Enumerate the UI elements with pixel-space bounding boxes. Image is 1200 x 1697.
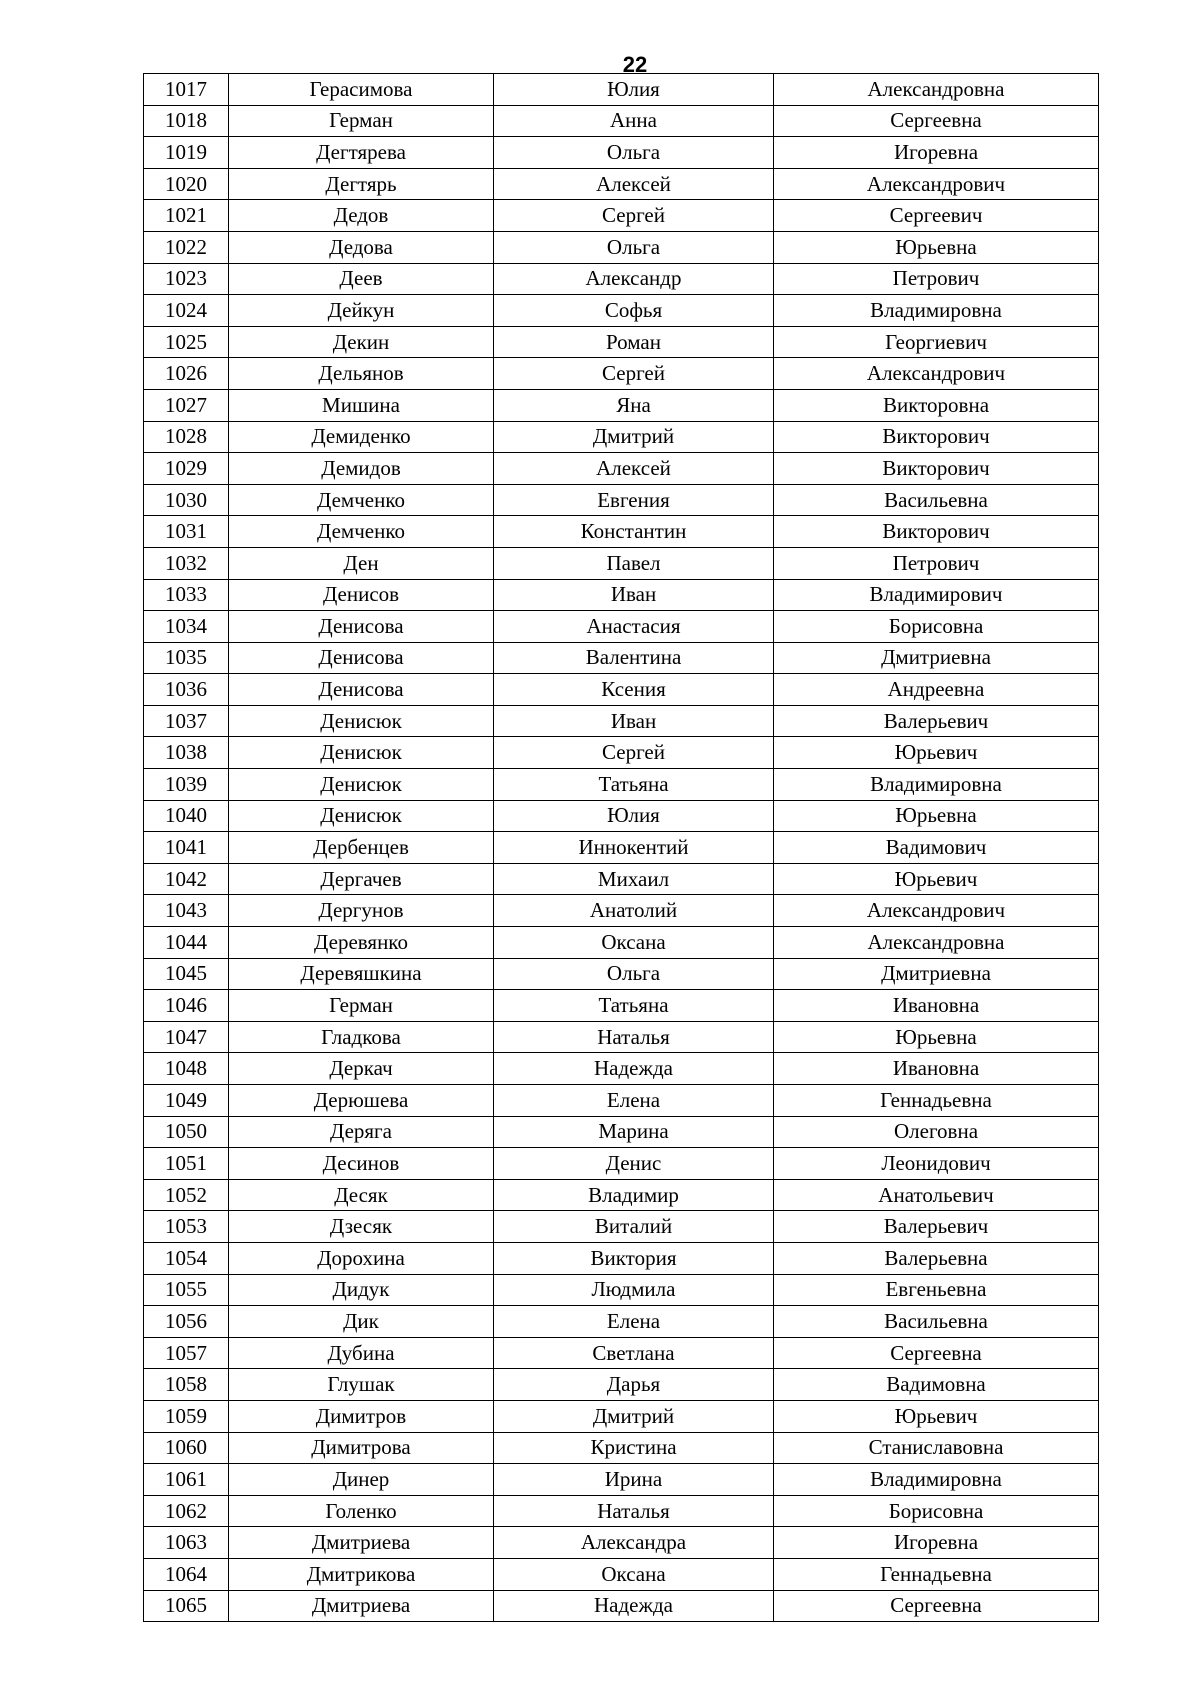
patronymic-cell: Васильевна xyxy=(774,484,1099,516)
row-number-cell: 1058 xyxy=(144,1369,229,1401)
first-name-cell: Виталий xyxy=(494,1211,774,1243)
table-row xyxy=(144,990,1099,1022)
patronymic-cell: Петрович xyxy=(774,547,1099,579)
roster-table xyxy=(143,73,1099,1622)
patronymic-cell: Владимирович xyxy=(774,579,1099,611)
table-row xyxy=(144,1274,1099,1306)
patronymic-cell: Леонидович xyxy=(774,1148,1099,1180)
row-number-cell: 1032 xyxy=(144,547,229,579)
table-row xyxy=(144,1021,1099,1053)
last-name-cell: Дерюшева xyxy=(229,1085,494,1117)
first-name-cell: Сергей xyxy=(494,737,774,769)
table-row xyxy=(144,1085,1099,1117)
first-name-cell: Анна xyxy=(494,105,774,137)
table-row xyxy=(144,737,1099,769)
patronymic-cell: Геннадьевна xyxy=(774,1558,1099,1590)
row-number-cell: 1021 xyxy=(144,200,229,232)
table-row xyxy=(144,1590,1099,1622)
first-name-cell: Ольга xyxy=(494,137,774,169)
table-row xyxy=(144,611,1099,643)
patronymic-cell: Владимировна xyxy=(774,295,1099,327)
table-row xyxy=(144,705,1099,737)
table-row xyxy=(144,1400,1099,1432)
table-row xyxy=(144,389,1099,421)
table-row xyxy=(144,1527,1099,1559)
table-row xyxy=(144,895,1099,927)
patronymic-cell: Валерьевна xyxy=(774,1242,1099,1274)
patronymic-cell: Станиславовна xyxy=(774,1432,1099,1464)
last-name-cell: Дидук xyxy=(229,1274,494,1306)
row-number-cell: 1040 xyxy=(144,800,229,832)
row-number-cell: 1052 xyxy=(144,1179,229,1211)
last-name-cell: Денисюк xyxy=(229,769,494,801)
last-name-cell: Десинов xyxy=(229,1148,494,1180)
first-name-cell: Дарья xyxy=(494,1369,774,1401)
last-name-cell: Дедова xyxy=(229,231,494,263)
patronymic-cell: Дмитриевна xyxy=(774,642,1099,674)
patronymic-cell: Анатольевич xyxy=(774,1179,1099,1211)
row-number-cell: 1060 xyxy=(144,1432,229,1464)
row-number-cell: 1051 xyxy=(144,1148,229,1180)
patronymic-cell: Георгиевич xyxy=(774,326,1099,358)
table-row xyxy=(144,1369,1099,1401)
last-name-cell: Денисюк xyxy=(229,705,494,737)
first-name-cell: Ирина xyxy=(494,1464,774,1496)
table-row xyxy=(144,105,1099,137)
row-number-cell: 1064 xyxy=(144,1558,229,1590)
first-name-cell: Ксения xyxy=(494,674,774,706)
first-name-cell: Сергей xyxy=(494,200,774,232)
patronymic-cell: Юрьевна xyxy=(774,800,1099,832)
first-name-cell: Валентина xyxy=(494,642,774,674)
table-row xyxy=(144,927,1099,959)
last-name-cell: Мишина xyxy=(229,389,494,421)
first-name-cell: Владимир xyxy=(494,1179,774,1211)
row-number-cell: 1034 xyxy=(144,611,229,643)
last-name-cell: Гладкова xyxy=(229,1021,494,1053)
patronymic-cell: Ивановна xyxy=(774,990,1099,1022)
patronymic-cell: Александрович xyxy=(774,168,1099,200)
patronymic-cell: Юрьевич xyxy=(774,737,1099,769)
last-name-cell: Ден xyxy=(229,547,494,579)
last-name-cell: Дик xyxy=(229,1306,494,1338)
patronymic-cell: Сергеевна xyxy=(774,105,1099,137)
last-name-cell: Глушак xyxy=(229,1369,494,1401)
last-name-cell: Демченко xyxy=(229,484,494,516)
row-number-cell: 1027 xyxy=(144,389,229,421)
row-number-cell: 1039 xyxy=(144,769,229,801)
page-number: 22 xyxy=(622,52,648,77)
patronymic-cell: Сергеевич xyxy=(774,200,1099,232)
table-row xyxy=(144,516,1099,548)
first-name-cell: Алексей xyxy=(494,168,774,200)
first-name-cell: Павел xyxy=(494,547,774,579)
table-row xyxy=(144,168,1099,200)
row-number-cell: 1049 xyxy=(144,1085,229,1117)
last-name-cell: Димитров xyxy=(229,1400,494,1432)
patronymic-cell: Вадимович xyxy=(774,832,1099,864)
last-name-cell: Демидов xyxy=(229,453,494,485)
row-number-cell: 1017 xyxy=(144,74,229,106)
last-name-cell: Дмитрикова xyxy=(229,1558,494,1590)
last-name-cell: Дейкун xyxy=(229,295,494,327)
patronymic-cell: Викторович xyxy=(774,421,1099,453)
first-name-cell: Юлия xyxy=(494,800,774,832)
first-name-cell: Людмила xyxy=(494,1274,774,1306)
last-name-cell: Дербенцев xyxy=(229,832,494,864)
row-number-cell: 1018 xyxy=(144,105,229,137)
patronymic-cell: Васильевна xyxy=(774,1306,1099,1338)
patronymic-cell: Петрович xyxy=(774,263,1099,295)
row-number-cell: 1046 xyxy=(144,990,229,1022)
last-name-cell: Дмитриева xyxy=(229,1590,494,1622)
last-name-cell: Денисов xyxy=(229,579,494,611)
patronymic-cell: Юрьевна xyxy=(774,231,1099,263)
patronymic-cell: Дмитриевна xyxy=(774,958,1099,990)
patronymic-cell: Юрьевич xyxy=(774,1400,1099,1432)
last-name-cell: Денисюк xyxy=(229,800,494,832)
last-name-cell: Деревянко xyxy=(229,927,494,959)
row-number-cell: 1065 xyxy=(144,1590,229,1622)
first-name-cell: Елена xyxy=(494,1085,774,1117)
last-name-cell: Демченко xyxy=(229,516,494,548)
row-number-cell: 1038 xyxy=(144,737,229,769)
last-name-cell: Дедов xyxy=(229,200,494,232)
table-row xyxy=(144,769,1099,801)
first-name-cell: Светлана xyxy=(494,1337,774,1369)
row-number-cell: 1035 xyxy=(144,642,229,674)
patronymic-cell: Владимировна xyxy=(774,1464,1099,1496)
row-number-cell: 1044 xyxy=(144,927,229,959)
first-name-cell: Наталья xyxy=(494,1495,774,1527)
patronymic-cell: Викторовна xyxy=(774,389,1099,421)
first-name-cell: Роман xyxy=(494,326,774,358)
first-name-cell: Александр xyxy=(494,263,774,295)
patronymic-cell: Геннадьевна xyxy=(774,1085,1099,1117)
first-name-cell: Иван xyxy=(494,579,774,611)
first-name-cell: Оксана xyxy=(494,927,774,959)
first-name-cell: Алексей xyxy=(494,453,774,485)
first-name-cell: Виктория xyxy=(494,1242,774,1274)
table-row xyxy=(144,579,1099,611)
first-name-cell: Надежда xyxy=(494,1053,774,1085)
last-name-cell: Герман xyxy=(229,990,494,1022)
table-row xyxy=(144,263,1099,295)
first-name-cell: Денис xyxy=(494,1148,774,1180)
row-number-cell: 1033 xyxy=(144,579,229,611)
row-number-cell: 1045 xyxy=(144,958,229,990)
row-number-cell: 1037 xyxy=(144,705,229,737)
table-row xyxy=(144,642,1099,674)
last-name-cell: Дмитриева xyxy=(229,1527,494,1559)
row-number-cell: 1041 xyxy=(144,832,229,864)
last-name-cell: Денисова xyxy=(229,674,494,706)
first-name-cell: Кристина xyxy=(494,1432,774,1464)
patronymic-cell: Андреевна xyxy=(774,674,1099,706)
row-number-cell: 1031 xyxy=(144,516,229,548)
first-name-cell: Иван xyxy=(494,705,774,737)
table-row xyxy=(144,1211,1099,1243)
table-row xyxy=(144,1495,1099,1527)
row-number-cell: 1062 xyxy=(144,1495,229,1527)
table-row xyxy=(144,1148,1099,1180)
first-name-cell: Ольга xyxy=(494,231,774,263)
last-name-cell: Денисова xyxy=(229,611,494,643)
first-name-cell: Дмитрий xyxy=(494,1400,774,1432)
last-name-cell: Деревяшкина xyxy=(229,958,494,990)
roster-table-body xyxy=(144,74,1099,1622)
row-number-cell: 1036 xyxy=(144,674,229,706)
last-name-cell: Герасимова xyxy=(229,74,494,106)
table-row xyxy=(144,1116,1099,1148)
row-number-cell: 1029 xyxy=(144,453,229,485)
table-row xyxy=(144,1242,1099,1274)
first-name-cell: Татьяна xyxy=(494,990,774,1022)
first-name-cell: Михаил xyxy=(494,863,774,895)
first-name-cell: Сергей xyxy=(494,358,774,390)
patronymic-cell: Сергеевна xyxy=(774,1590,1099,1622)
table-row xyxy=(144,547,1099,579)
table-row xyxy=(144,137,1099,169)
patronymic-cell: Игоревна xyxy=(774,137,1099,169)
table-row xyxy=(144,421,1099,453)
last-name-cell: Деряга xyxy=(229,1116,494,1148)
first-name-cell: Юлия xyxy=(494,74,774,106)
last-name-cell: Герман xyxy=(229,105,494,137)
patronymic-cell: Александрович xyxy=(774,895,1099,927)
last-name-cell: Дегтярь xyxy=(229,168,494,200)
patronymic-cell: Сергеевна xyxy=(774,1337,1099,1369)
last-name-cell: Денисюк xyxy=(229,737,494,769)
last-name-cell: Деркач xyxy=(229,1053,494,1085)
row-number-cell: 1030 xyxy=(144,484,229,516)
patronymic-cell: Борисовна xyxy=(774,1495,1099,1527)
patronymic-cell: Владимировна xyxy=(774,769,1099,801)
patronymic-cell: Юрьевич xyxy=(774,863,1099,895)
patronymic-cell: Александрович xyxy=(774,358,1099,390)
patronymic-cell: Викторович xyxy=(774,453,1099,485)
last-name-cell: Динер xyxy=(229,1464,494,1496)
row-number-cell: 1063 xyxy=(144,1527,229,1559)
table-row xyxy=(144,800,1099,832)
first-name-cell: Иннокентий xyxy=(494,832,774,864)
row-number-cell: 1025 xyxy=(144,326,229,358)
first-name-cell: Оксана xyxy=(494,1558,774,1590)
last-name-cell: Дергачев xyxy=(229,863,494,895)
table-row xyxy=(144,832,1099,864)
table-row xyxy=(144,200,1099,232)
first-name-cell: Надежда xyxy=(494,1590,774,1622)
table-row xyxy=(144,1337,1099,1369)
row-number-cell: 1056 xyxy=(144,1306,229,1338)
table-row xyxy=(144,358,1099,390)
row-number-cell: 1023 xyxy=(144,263,229,295)
row-number-cell: 1019 xyxy=(144,137,229,169)
row-number-cell: 1020 xyxy=(144,168,229,200)
first-name-cell: Яна xyxy=(494,389,774,421)
row-number-cell: 1054 xyxy=(144,1242,229,1274)
last-name-cell: Дубина xyxy=(229,1337,494,1369)
patronymic-cell: Олеговна xyxy=(774,1116,1099,1148)
table-row xyxy=(144,295,1099,327)
patronymic-cell: Викторович xyxy=(774,516,1099,548)
table-row xyxy=(144,453,1099,485)
first-name-cell: Александра xyxy=(494,1527,774,1559)
first-name-cell: Дмитрий xyxy=(494,421,774,453)
last-name-cell: Демиденко xyxy=(229,421,494,453)
last-name-cell: Дзесяк xyxy=(229,1211,494,1243)
row-number-cell: 1057 xyxy=(144,1337,229,1369)
patronymic-cell: Ивановна xyxy=(774,1053,1099,1085)
last-name-cell: Деев xyxy=(229,263,494,295)
row-number-cell: 1053 xyxy=(144,1211,229,1243)
row-number-cell: 1024 xyxy=(144,295,229,327)
patronymic-cell: Игоревна xyxy=(774,1527,1099,1559)
patronymic-cell: Евгеньевна xyxy=(774,1274,1099,1306)
first-name-cell: Анастасия xyxy=(494,611,774,643)
patronymic-cell: Вадимовна xyxy=(774,1369,1099,1401)
table-row xyxy=(144,958,1099,990)
first-name-cell: Софья xyxy=(494,295,774,327)
row-number-cell: 1028 xyxy=(144,421,229,453)
table-row xyxy=(144,1464,1099,1496)
row-number-cell: 1047 xyxy=(144,1021,229,1053)
row-number-cell: 1061 xyxy=(144,1464,229,1496)
table-row xyxy=(144,74,1099,106)
first-name-cell: Евгения xyxy=(494,484,774,516)
patronymic-cell: Александровна xyxy=(774,74,1099,106)
table-row xyxy=(144,484,1099,516)
table-row xyxy=(144,1558,1099,1590)
patronymic-cell: Валерьевич xyxy=(774,705,1099,737)
table-row xyxy=(144,231,1099,263)
patronymic-cell: Александровна xyxy=(774,927,1099,959)
last-name-cell: Дорохина xyxy=(229,1242,494,1274)
first-name-cell: Ольга xyxy=(494,958,774,990)
patronymic-cell: Юрьевна xyxy=(774,1021,1099,1053)
table-row xyxy=(144,1053,1099,1085)
row-number-cell: 1055 xyxy=(144,1274,229,1306)
last-name-cell: Голенко xyxy=(229,1495,494,1527)
last-name-cell: Десяк xyxy=(229,1179,494,1211)
first-name-cell: Константин xyxy=(494,516,774,548)
first-name-cell: Татьяна xyxy=(494,769,774,801)
row-number-cell: 1050 xyxy=(144,1116,229,1148)
last-name-cell: Денисова xyxy=(229,642,494,674)
row-number-cell: 1048 xyxy=(144,1053,229,1085)
patronymic-cell: Борисовна xyxy=(774,611,1099,643)
table-row xyxy=(144,1306,1099,1338)
last-name-cell: Дельянов xyxy=(229,358,494,390)
last-name-cell: Димитрова xyxy=(229,1432,494,1464)
table-row xyxy=(144,863,1099,895)
table-row xyxy=(144,674,1099,706)
first-name-cell: Елена xyxy=(494,1306,774,1338)
row-number-cell: 1022 xyxy=(144,231,229,263)
row-number-cell: 1059 xyxy=(144,1400,229,1432)
patronymic-cell: Валерьевич xyxy=(774,1211,1099,1243)
row-number-cell: 1043 xyxy=(144,895,229,927)
row-number-cell: 1026 xyxy=(144,358,229,390)
last-name-cell: Дегтярева xyxy=(229,137,494,169)
last-name-cell: Дергунов xyxy=(229,895,494,927)
first-name-cell: Анатолий xyxy=(494,895,774,927)
row-number-cell: 1042 xyxy=(144,863,229,895)
last-name-cell: Декин xyxy=(229,326,494,358)
table-row xyxy=(144,1432,1099,1464)
table-row xyxy=(144,1179,1099,1211)
first-name-cell: Наталья xyxy=(494,1021,774,1053)
first-name-cell: Марина xyxy=(494,1116,774,1148)
table-row xyxy=(144,326,1099,358)
